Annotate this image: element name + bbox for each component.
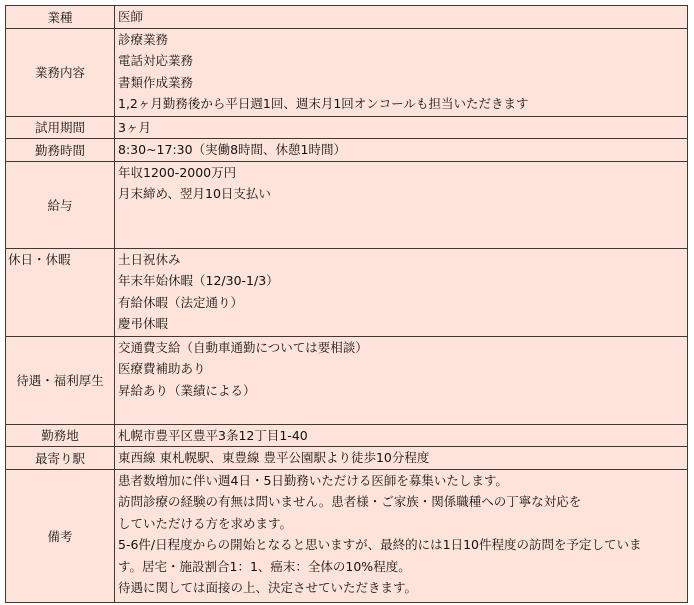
job-info-table [5,5,688,603]
row-label: 勤務時間 [6,139,115,162]
value-line: 有給休暇（法定通り） [118,294,244,310]
table-row [6,469,688,602]
table-row [6,336,688,424]
value-line: 電話対応業務 [118,53,194,68]
value-line: 月末締め、翌月10日支払い [118,186,271,201]
table-row [6,6,688,29]
row-label: 勤務地 [6,424,115,447]
value-line: 8:30~17:30（実働8時間、休憩1時間） [118,142,346,157]
row-label-text: 休日・休暇 [8,251,71,267]
value-line: 患者数増加に伴い週4日・5日勤務いただける医師を募集いたします。 [118,472,508,488]
table-row [6,161,688,248]
row-value [115,6,688,29]
row-label: 業務内容 [6,28,115,116]
value-line: 診療業務 [118,31,169,47]
table-row [6,447,688,470]
value-line: す。居宅・施設割合1：1、癌末：全体の10%程度。 [118,558,411,574]
value-line: 昇給あり（業績による） [118,382,256,398]
table-row [6,28,688,116]
value-line: 交通費支給（自動車通勤については要相談） [118,339,368,355]
value-line: 年収1200-2000万円 [118,164,237,180]
row-label: 業種 [6,6,115,29]
row-value [115,161,688,248]
row-value [115,248,688,336]
table-row [6,248,688,336]
value-line: 年末年始休暇（12/30-1/3） [118,273,279,288]
value-line: 1,2ヶ月勤務後から平日週1回、週末月1回オンコールも担当いただきます [118,96,529,111]
value-line: 訪問診療の経験の有無は問いません。患者様・ご家族・関係職種への丁寧な対応を [118,494,582,509]
row-value [115,336,688,424]
row-label: 待遇・福利厚生 [6,336,115,424]
row-label: 給与 [6,161,115,248]
row-value [115,424,688,447]
value-line: 書類作成業務 [118,74,194,90]
value-line: 医師 [118,9,144,24]
row-label: 試用期間 [6,116,115,139]
row-label: 最寄り駅 [6,447,115,470]
row-value [115,447,688,470]
row-value [115,469,688,602]
value-line: 札幌市豊平区豊平3条12丁目1-40 [118,427,308,443]
row-value [115,139,688,162]
row-label: 備考 [6,469,115,602]
value-line: 待遇に関しては面接の上、決定させていただきます。 [118,580,418,595]
table-row [6,116,688,139]
value-line: 医療費補助あり [118,361,206,376]
row-value [115,116,688,139]
value-line: 土日祝休み [118,251,181,267]
table-row [6,424,688,447]
value-line: 慶弔休暇 [118,316,169,331]
table-row [6,139,688,162]
value-line: 5-6件/日程度からの開始となると思いますが、最終的には1日10件程度の訪問を予定していま [118,537,642,552]
value-line: 東西線 東札幌駅、東豊線 豊平公園駅より徒歩10分程度 [118,450,430,465]
value-line: 3ヶ月 [118,119,151,135]
row-label [6,248,115,336]
value-line: していただける方を求めます。 [118,515,293,531]
row-value [115,28,688,116]
